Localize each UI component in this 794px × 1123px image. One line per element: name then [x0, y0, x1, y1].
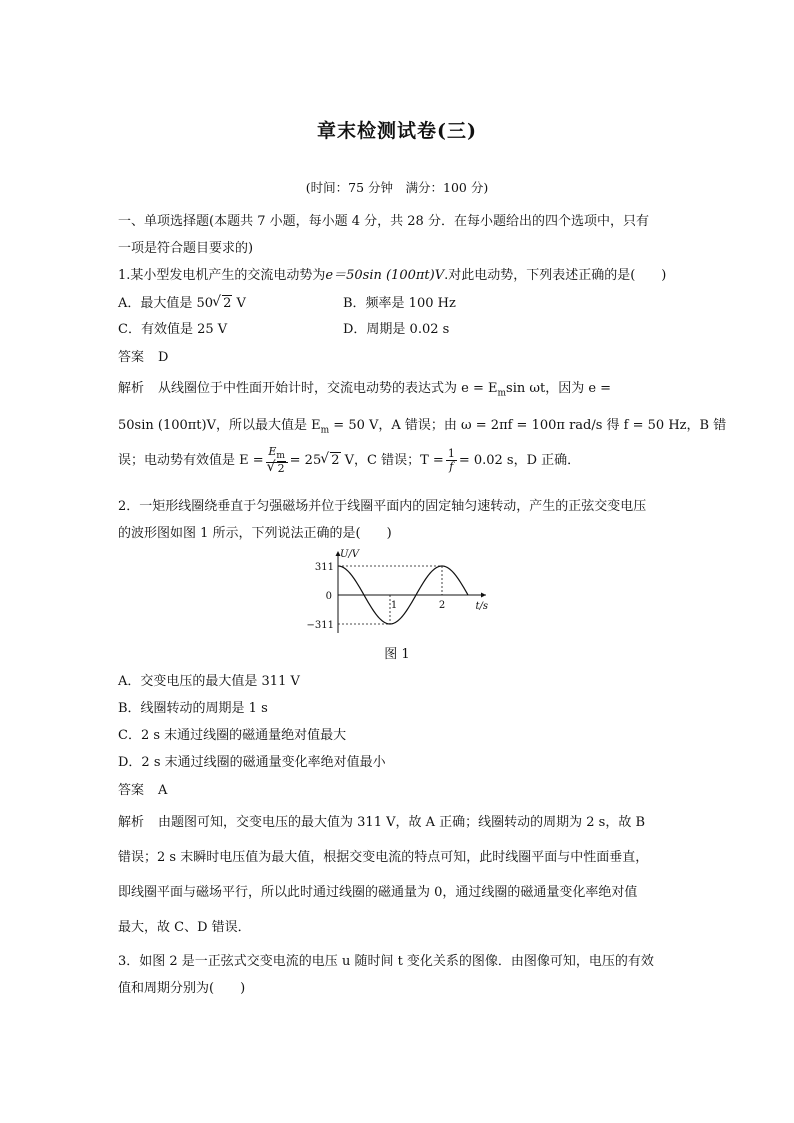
section-heading-line1: 一、单项选择题(本题共 7 小题，每小题 4 分，共 28 分．在每小题给出的四个选项中，只有	[118, 214, 649, 229]
fraction-em-over-root2: $E_m$ √ 2	[266, 446, 288, 475]
y-tick-label-max: 311	[314, 562, 334, 573]
q2-explanation-line1: 解析 由题图可知，交变电压的最大值为 311 V，故 A 正确；线圈转动的周期为 2 s，故 B	[118, 815, 646, 830]
q2-stem-line1: 2．一矩形线圈绕垂直于匀强磁场并位于线圈平面内的固定轴匀速转动，产生的正弦交变电压	[118, 499, 647, 514]
page-title: 章末检测试卷(三)	[317, 120, 477, 142]
fraction-one-over-f: $\frac{1}{f}$	[447, 447, 455, 474]
section-heading-line2: 一项是符合题目要求的)	[118, 241, 254, 256]
x-axis-label: t/s	[475, 601, 488, 612]
q1-option-c: C．有效值是 25 V	[118, 322, 228, 337]
figure-caption: 图 1	[384, 647, 410, 662]
q2-explanation-line2: 错误；2 s 末瞬时电压值为最大值，根据交变电流的特点可知，此时线圈平面与中性面垂直，	[118, 850, 649, 865]
q2-explanation-line4: 最大，故 C、D 错误．	[118, 920, 251, 935]
q2-option-d: D．2 s 末通过线圈的磁通量变化率绝对值最小	[118, 755, 386, 770]
y-axis-label: U/V	[340, 549, 360, 560]
x-axis-arrow	[481, 593, 486, 598]
y-tick-label-min: −311	[306, 620, 334, 631]
waveform-figure	[300, 545, 510, 635]
q1-stem: 1.某小型发电机产生的交流电动势为e＝50sin (100πt)V.对此电动势，下列表述正确的是( )	[118, 268, 667, 283]
exam-meta: (时间：75 分钟 满分：100 分)	[305, 180, 489, 195]
q1-option-d: D．周期是 0.02 s	[343, 322, 450, 337]
q1-explanation-line3: 误；电动势有效值是 E = $E_m$ √ 2 = 25√ 2 V，C 错误；T = $\frac{1}{f}$ = 0.02 s，D 正确．	[118, 446, 580, 475]
q2-option-c: C．2 s 末通过线圈的磁通量绝对值最大	[118, 728, 347, 743]
q2-explanation-line3: 即线圈平面与磁场平行，所以此时通过线圈的磁通量为 0，通过线圈的磁通量变化率绝对值	[118, 885, 638, 900]
q2-option-a: A．交变电压的最大值是 311 V	[118, 674, 300, 689]
y-tick-label-zero: 0	[325, 591, 332, 602]
q3-stem-line1: 3．如图 2 是一正弦式交变电流的电压 u 随时间 t 变化关系的图像．由图像可知，电压的有效	[118, 954, 654, 969]
q1-explanation-line2: 50sin (100πt)V，所以最大值是 $E_m = 50$ V，A 错误；由 ω = 2πf = 100π rad/s 得 f = 50 Hz，B 错	[118, 418, 727, 436]
x-tick-label-1: 1	[390, 600, 398, 611]
q3-stem-line2: 值和周期分别为( )	[118, 981, 246, 996]
q1-explanation-line1: 解析 从线圈位于中性面开始计时，交流电动势的表达式为 $e = E_m\sin$ ωt，因为 e =	[118, 381, 612, 399]
q2-answer: 答案 A	[118, 783, 168, 798]
q2-option-b: B．线圈转动的周期是 1 s	[118, 701, 268, 716]
q2-stem-line2: 的波形图如图 1 所示，下列说法正确的是( )	[118, 526, 392, 541]
q1-answer: 答案 D	[118, 350, 169, 365]
q1-option-b: B．频率是 100 Hz	[343, 296, 456, 311]
q1-option-a: A．最大值是 50√ 2 V	[118, 292, 246, 311]
x-tick-label-2: 2	[438, 600, 446, 611]
